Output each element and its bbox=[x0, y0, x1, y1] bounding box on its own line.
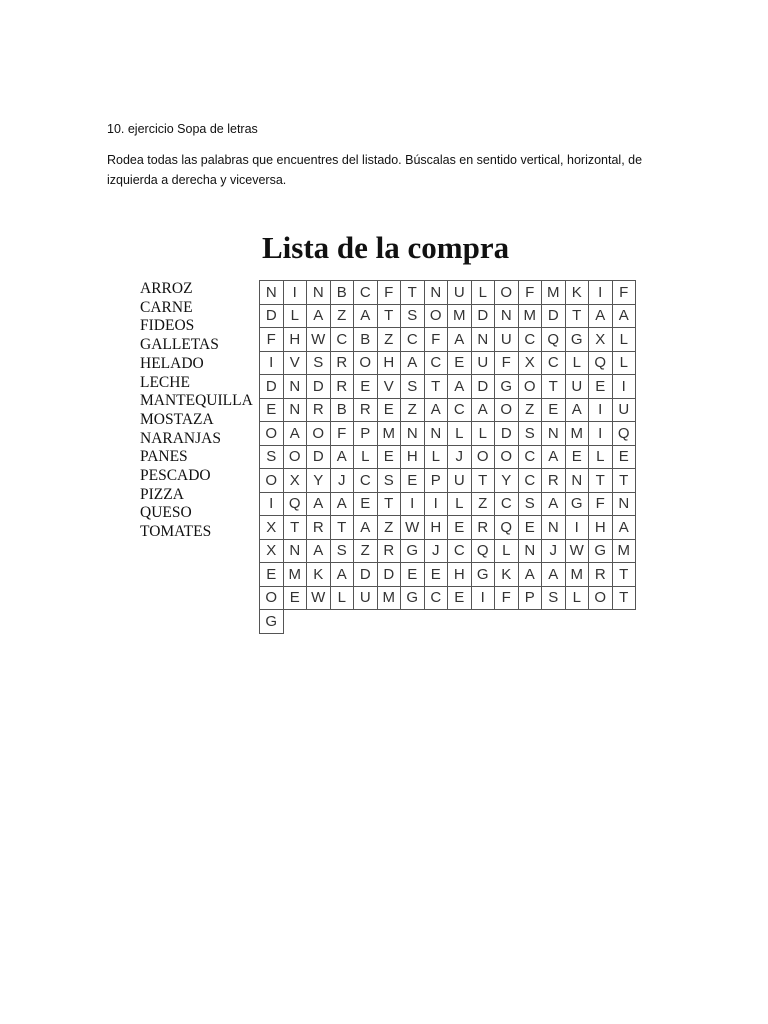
grid-cell[interactable]: O bbox=[472, 446, 496, 470]
grid-cell[interactable]: O bbox=[425, 305, 449, 329]
word-list-item: PANES bbox=[140, 448, 188, 466]
grid-cell[interactable]: Q bbox=[589, 352, 613, 376]
grid-cell[interactable]: Z bbox=[378, 328, 402, 352]
grid-cell[interactable]: V bbox=[284, 352, 308, 376]
grid-cell[interactable]: H bbox=[425, 516, 449, 540]
grid-cell[interactable]: D bbox=[472, 375, 496, 399]
grid-cell[interactable]: Y bbox=[307, 469, 331, 493]
grid-cell[interactable]: E bbox=[542, 399, 566, 423]
grid-cell[interactable]: U bbox=[566, 375, 590, 399]
grid-cell[interactable]: X bbox=[284, 469, 308, 493]
grid-cell[interactable]: N bbox=[425, 281, 449, 305]
grid-cell[interactable]: T bbox=[331, 516, 355, 540]
word-list bbox=[140, 280, 253, 542]
puzzle-title: Lista de la compra bbox=[262, 230, 510, 265]
grid-cell[interactable]: G bbox=[589, 540, 613, 564]
grid-cell[interactable]: T bbox=[472, 469, 496, 493]
grid-cell[interactable]: A bbox=[589, 305, 613, 329]
grid-cell[interactable]: A bbox=[331, 446, 355, 470]
grid-cell[interactable]: T bbox=[613, 563, 637, 587]
grid-cell[interactable]: C bbox=[354, 469, 378, 493]
grid-cell[interactable]: F bbox=[589, 493, 613, 517]
grid-cell[interactable]: N bbox=[401, 422, 425, 446]
grid-cell[interactable]: C bbox=[331, 328, 355, 352]
grid-cell[interactable]: O bbox=[307, 422, 331, 446]
grid-cell[interactable]: R bbox=[307, 516, 331, 540]
grid-cell[interactable]: K bbox=[566, 281, 590, 305]
grid-cell[interactable]: D bbox=[378, 563, 402, 587]
word-list-item: CARNE bbox=[140, 298, 193, 316]
grid-cell[interactable]: W bbox=[307, 587, 331, 611]
grid-cell[interactable]: A bbox=[566, 399, 590, 423]
word-list-item: HELADO bbox=[140, 354, 204, 372]
grid-cell[interactable]: N bbox=[495, 305, 519, 329]
grid-cell[interactable]: E bbox=[378, 446, 402, 470]
grid-cell[interactable]: A bbox=[307, 540, 331, 564]
grid-cell[interactable]: L bbox=[425, 446, 449, 470]
word-list-item: ARROZ bbox=[140, 280, 193, 297]
grid-cell[interactable]: P bbox=[519, 587, 543, 611]
grid-cell[interactable]: B bbox=[331, 399, 355, 423]
grid-cell[interactable]: E bbox=[425, 563, 449, 587]
grid-cell[interactable]: S bbox=[401, 305, 425, 329]
grid-cell[interactable]: U bbox=[472, 352, 496, 376]
grid-cell[interactable]: E bbox=[354, 493, 378, 517]
grid-cell[interactable]: R bbox=[354, 399, 378, 423]
grid-cell[interactable]: A bbox=[331, 493, 355, 517]
grid-cell[interactable]: S bbox=[519, 422, 543, 446]
grid-cell[interactable]: N bbox=[307, 281, 331, 305]
grid-cell[interactable]: B bbox=[331, 281, 355, 305]
grid-cell[interactable]: A bbox=[354, 516, 378, 540]
grid-cell[interactable]: D bbox=[307, 375, 331, 399]
grid-cell[interactable]: I bbox=[260, 493, 284, 517]
grid-cell[interactable]: T bbox=[542, 375, 566, 399]
grid-cell[interactable]: E bbox=[260, 399, 284, 423]
grid-cell[interactable]: Z bbox=[401, 399, 425, 423]
grid-cell[interactable]: L bbox=[613, 352, 637, 376]
grid-cell[interactable]: N bbox=[542, 516, 566, 540]
grid-cell[interactable]: N bbox=[566, 469, 590, 493]
grid-cell[interactable]: V bbox=[378, 375, 402, 399]
grid-cell[interactable]: L bbox=[472, 422, 496, 446]
grid-cell[interactable]: F bbox=[495, 587, 519, 611]
grid-cell[interactable]: M bbox=[284, 563, 308, 587]
grid-cell[interactable]: L bbox=[566, 352, 590, 376]
grid-cell[interactable]: A bbox=[307, 493, 331, 517]
grid-cell[interactable]: C bbox=[448, 399, 472, 423]
grid-cell[interactable]: M bbox=[378, 587, 402, 611]
grid-cell[interactable]: M bbox=[378, 422, 402, 446]
grid-cell[interactable]: O bbox=[260, 469, 284, 493]
grid-cell[interactable]: T bbox=[566, 305, 590, 329]
grid-cell[interactable]: U bbox=[495, 328, 519, 352]
grid-cell[interactable]: H bbox=[401, 446, 425, 470]
grid-cell[interactable]: E bbox=[589, 375, 613, 399]
grid-cell[interactable]: Y bbox=[495, 469, 519, 493]
exercise-instructions: Rodea todas las palabras que encuentres del listado. Búscalas en sentido vertical, horizontal, de izquierda a derecha y viceversa. bbox=[107, 153, 643, 187]
grid-cell[interactable]: A bbox=[284, 422, 308, 446]
grid-cell[interactable]: Q bbox=[542, 328, 566, 352]
grid-cell[interactable]: G bbox=[260, 610, 284, 634]
grid-cell[interactable]: A bbox=[542, 563, 566, 587]
grid-cell[interactable]: H bbox=[284, 328, 308, 352]
grid-cell[interactable]: A bbox=[472, 399, 496, 423]
grid-cell[interactable]: E bbox=[448, 352, 472, 376]
grid-cell[interactable]: R bbox=[378, 540, 402, 564]
grid-cell[interactable]: L bbox=[448, 493, 472, 517]
grid-cell[interactable]: D bbox=[307, 446, 331, 470]
grid-cell[interactable]: D bbox=[260, 305, 284, 329]
grid-cell[interactable]: N bbox=[284, 540, 308, 564]
grid-cell[interactable]: A bbox=[613, 516, 637, 540]
grid-cell[interactable]: K bbox=[495, 563, 519, 587]
grid-cell[interactable]: A bbox=[542, 493, 566, 517]
grid-cell[interactable]: U bbox=[448, 281, 472, 305]
grid-cell[interactable]: C bbox=[519, 328, 543, 352]
grid-cell[interactable]: Q bbox=[472, 540, 496, 564]
grid-cell[interactable]: Z bbox=[378, 516, 402, 540]
grid-cell[interactable]: H bbox=[589, 516, 613, 540]
grid-cell[interactable]: H bbox=[378, 352, 402, 376]
grid-cell[interactable]: D bbox=[354, 563, 378, 587]
grid-cell[interactable]: S bbox=[519, 493, 543, 517]
grid-cell[interactable]: A bbox=[542, 446, 566, 470]
grid-cell[interactable]: O bbox=[495, 446, 519, 470]
grid-cell[interactable]: A bbox=[354, 305, 378, 329]
grid-cell[interactable]: M bbox=[542, 281, 566, 305]
grid-cell[interactable]: C bbox=[425, 587, 449, 611]
grid-cell[interactable]: Q bbox=[495, 516, 519, 540]
grid-cell[interactable]: L bbox=[495, 540, 519, 564]
grid-cell[interactable]: N bbox=[519, 540, 543, 564]
grid-cell[interactable]: F bbox=[613, 281, 637, 305]
grid-cell[interactable]: C bbox=[425, 352, 449, 376]
grid-cell[interactable]: X bbox=[260, 516, 284, 540]
grid-cell[interactable]: S bbox=[378, 469, 402, 493]
grid-cell[interactable]: L bbox=[284, 305, 308, 329]
grid-cell[interactable]: A bbox=[307, 305, 331, 329]
grid-cell[interactable]: L bbox=[331, 587, 355, 611]
grid-cell[interactable]: T bbox=[613, 587, 637, 611]
grid-cell[interactable]: T bbox=[425, 375, 449, 399]
grid-cell[interactable]: O bbox=[495, 399, 519, 423]
grid-cell[interactable]: X bbox=[589, 328, 613, 352]
grid-cell[interactable]: W bbox=[566, 540, 590, 564]
grid-cell[interactable]: M bbox=[613, 540, 637, 564]
grid-cell[interactable]: Z bbox=[331, 305, 355, 329]
grid-cell[interactable]: Z bbox=[472, 493, 496, 517]
grid-cell[interactable]: T bbox=[378, 493, 402, 517]
grid-cell[interactable]: M bbox=[448, 305, 472, 329]
grid-cell[interactable]: G bbox=[401, 540, 425, 564]
grid-cell[interactable]: I bbox=[284, 281, 308, 305]
grid-cell[interactable]: A bbox=[613, 305, 637, 329]
grid-cell[interactable]: N bbox=[542, 422, 566, 446]
grid-cell[interactable]: O bbox=[260, 587, 284, 611]
grid-cell[interactable]: N bbox=[425, 422, 449, 446]
grid-cell[interactable]: C bbox=[401, 328, 425, 352]
grid-cell[interactable]: U bbox=[354, 587, 378, 611]
grid-cell[interactable]: S bbox=[331, 540, 355, 564]
grid-cell[interactable]: J bbox=[331, 469, 355, 493]
grid-cell[interactable]: R bbox=[331, 375, 355, 399]
grid-cell[interactable]: E bbox=[378, 399, 402, 423]
grid-cell[interactable]: C bbox=[354, 281, 378, 305]
grid-cell[interactable]: B bbox=[354, 328, 378, 352]
grid-cell[interactable]: S bbox=[260, 446, 284, 470]
word-search-grid bbox=[259, 280, 636, 634]
grid-cell[interactable]: R bbox=[307, 399, 331, 423]
grid-cell[interactable]: F bbox=[519, 281, 543, 305]
grid-cell[interactable]: I bbox=[613, 375, 637, 399]
grid-cell[interactable]: L bbox=[472, 281, 496, 305]
grid-cell[interactable]: O bbox=[354, 352, 378, 376]
grid-cell[interactable]: S bbox=[307, 352, 331, 376]
grid-cell[interactable]: E bbox=[401, 563, 425, 587]
grid-cell[interactable]: D bbox=[260, 375, 284, 399]
grid-cell[interactable]: I bbox=[401, 493, 425, 517]
grid-cell[interactable]: F bbox=[260, 328, 284, 352]
grid-cell[interactable]: T bbox=[401, 281, 425, 305]
grid-cell[interactable]: R bbox=[472, 516, 496, 540]
word-list-item: NARANJAS bbox=[140, 429, 221, 447]
grid-cell[interactable]: I bbox=[425, 493, 449, 517]
grid-cell[interactable]: P bbox=[425, 469, 449, 493]
grid-cell[interactable]: S bbox=[401, 375, 425, 399]
grid-cell[interactable]: E bbox=[519, 516, 543, 540]
grid-cell[interactable]: E bbox=[354, 375, 378, 399]
grid-cell[interactable]: J bbox=[542, 540, 566, 564]
word-list-item: QUESO bbox=[140, 504, 192, 522]
grid-cell[interactable]: L bbox=[566, 587, 590, 611]
grid-cell[interactable]: Q bbox=[613, 422, 637, 446]
grid-cell[interactable]: S bbox=[542, 587, 566, 611]
grid-cell[interactable]: L bbox=[354, 446, 378, 470]
grid-cell[interactable]: W bbox=[401, 516, 425, 540]
grid-cell[interactable]: J bbox=[425, 540, 449, 564]
grid-cell[interactable]: I bbox=[260, 352, 284, 376]
grid-cell[interactable]: T bbox=[613, 469, 637, 493]
word-list-item: FIDEOS bbox=[140, 317, 195, 335]
grid-cell[interactable]: A bbox=[519, 563, 543, 587]
grid-cell[interactable]: G bbox=[401, 587, 425, 611]
grid-cell[interactable]: P bbox=[354, 422, 378, 446]
grid-cell[interactable]: E bbox=[401, 469, 425, 493]
grid-cell[interactable]: G bbox=[495, 375, 519, 399]
grid-cell[interactable]: E bbox=[448, 587, 472, 611]
grid-cell[interactable]: R bbox=[589, 563, 613, 587]
grid-cell[interactable]: E bbox=[284, 587, 308, 611]
grid-cell[interactable]: N bbox=[613, 493, 637, 517]
grid-cell[interactable]: C bbox=[448, 540, 472, 564]
grid-cell[interactable]: U bbox=[613, 399, 637, 423]
word-list-item: PESCADO bbox=[140, 467, 211, 485]
grid-cell[interactable]: N bbox=[284, 399, 308, 423]
grid-cell[interactable]: F bbox=[331, 422, 355, 446]
word-list-item: LECHE bbox=[140, 373, 190, 391]
grid-cell[interactable]: C bbox=[542, 352, 566, 376]
grid-cell[interactable]: X bbox=[519, 352, 543, 376]
grid-cell[interactable]: I bbox=[566, 516, 590, 540]
grid-cell[interactable]: G bbox=[472, 563, 496, 587]
grid-cell[interactable]: A bbox=[331, 563, 355, 587]
grid-cell[interactable]: I bbox=[589, 422, 613, 446]
grid-cell[interactable]: F bbox=[425, 328, 449, 352]
grid-cell[interactable]: L bbox=[589, 446, 613, 470]
grid-cell[interactable]: O bbox=[284, 446, 308, 470]
grid-cell[interactable]: A bbox=[425, 399, 449, 423]
grid-cell[interactable]: U bbox=[448, 469, 472, 493]
grid-cell[interactable]: D bbox=[495, 422, 519, 446]
grid-cell[interactable]: Z bbox=[519, 399, 543, 423]
grid-cell[interactable]: C bbox=[519, 469, 543, 493]
grid-cell[interactable]: N bbox=[472, 328, 496, 352]
grid-cell[interactable]: L bbox=[448, 422, 472, 446]
grid-cell[interactable]: F bbox=[378, 281, 402, 305]
grid-cell[interactable]: A bbox=[448, 375, 472, 399]
grid-cell[interactable]: F bbox=[495, 352, 519, 376]
grid-cell[interactable]: C bbox=[519, 446, 543, 470]
grid-cell[interactable]: L bbox=[613, 328, 637, 352]
grid-cell[interactable]: N bbox=[284, 375, 308, 399]
grid-cell[interactable]: O bbox=[589, 587, 613, 611]
grid-cell[interactable]: E bbox=[260, 563, 284, 587]
grid-cell[interactable]: J bbox=[448, 446, 472, 470]
grid-cell[interactable]: M bbox=[519, 305, 543, 329]
grid-cell[interactable]: I bbox=[472, 587, 496, 611]
word-list-item: MANTEQUILLA bbox=[140, 392, 253, 410]
grid-cell[interactable]: D bbox=[542, 305, 566, 329]
grid-cell[interactable]: T bbox=[378, 305, 402, 329]
grid-cell[interactable]: G bbox=[566, 493, 590, 517]
word-list-item: PIZZA bbox=[140, 485, 184, 503]
grid-cell[interactable]: M bbox=[566, 422, 590, 446]
grid-cell[interactable]: R bbox=[542, 469, 566, 493]
grid-cell[interactable]: G bbox=[566, 328, 590, 352]
grid-cell[interactable]: A bbox=[448, 328, 472, 352]
grid-cell[interactable]: O bbox=[495, 281, 519, 305]
grid-cell[interactable]: N bbox=[260, 281, 284, 305]
word-list-item: MOSTAZA bbox=[140, 410, 214, 428]
grid-cell[interactable]: O bbox=[519, 375, 543, 399]
exercise-heading: 10. ejercicio Sopa de letras bbox=[107, 122, 258, 136]
grid-cell[interactable]: I bbox=[589, 281, 613, 305]
grid-cell[interactable]: H bbox=[448, 563, 472, 587]
grid-cell[interactable]: E bbox=[613, 446, 637, 470]
word-list-item: TOMATES bbox=[140, 523, 212, 541]
grid-cell[interactable]: K bbox=[307, 563, 331, 587]
grid-cell[interactable]: X bbox=[260, 540, 284, 564]
grid-cell[interactable]: T bbox=[284, 516, 308, 540]
grid-cell[interactable]: E bbox=[566, 446, 590, 470]
grid-cell[interactable]: C bbox=[495, 493, 519, 517]
grid-cell[interactable]: D bbox=[472, 305, 496, 329]
grid-cell[interactable]: R bbox=[331, 352, 355, 376]
grid-cell[interactable]: I bbox=[589, 399, 613, 423]
grid-cell[interactable]: O bbox=[260, 422, 284, 446]
grid-cell[interactable]: Q bbox=[284, 493, 308, 517]
grid-cell[interactable]: A bbox=[401, 352, 425, 376]
grid-cell[interactable]: W bbox=[307, 328, 331, 352]
grid-cell[interactable]: E bbox=[448, 516, 472, 540]
grid-cell[interactable]: M bbox=[566, 563, 590, 587]
grid-cell[interactable]: Z bbox=[354, 540, 378, 564]
grid-cell[interactable]: T bbox=[589, 469, 613, 493]
word-list-item: GALLETAS bbox=[140, 336, 219, 354]
